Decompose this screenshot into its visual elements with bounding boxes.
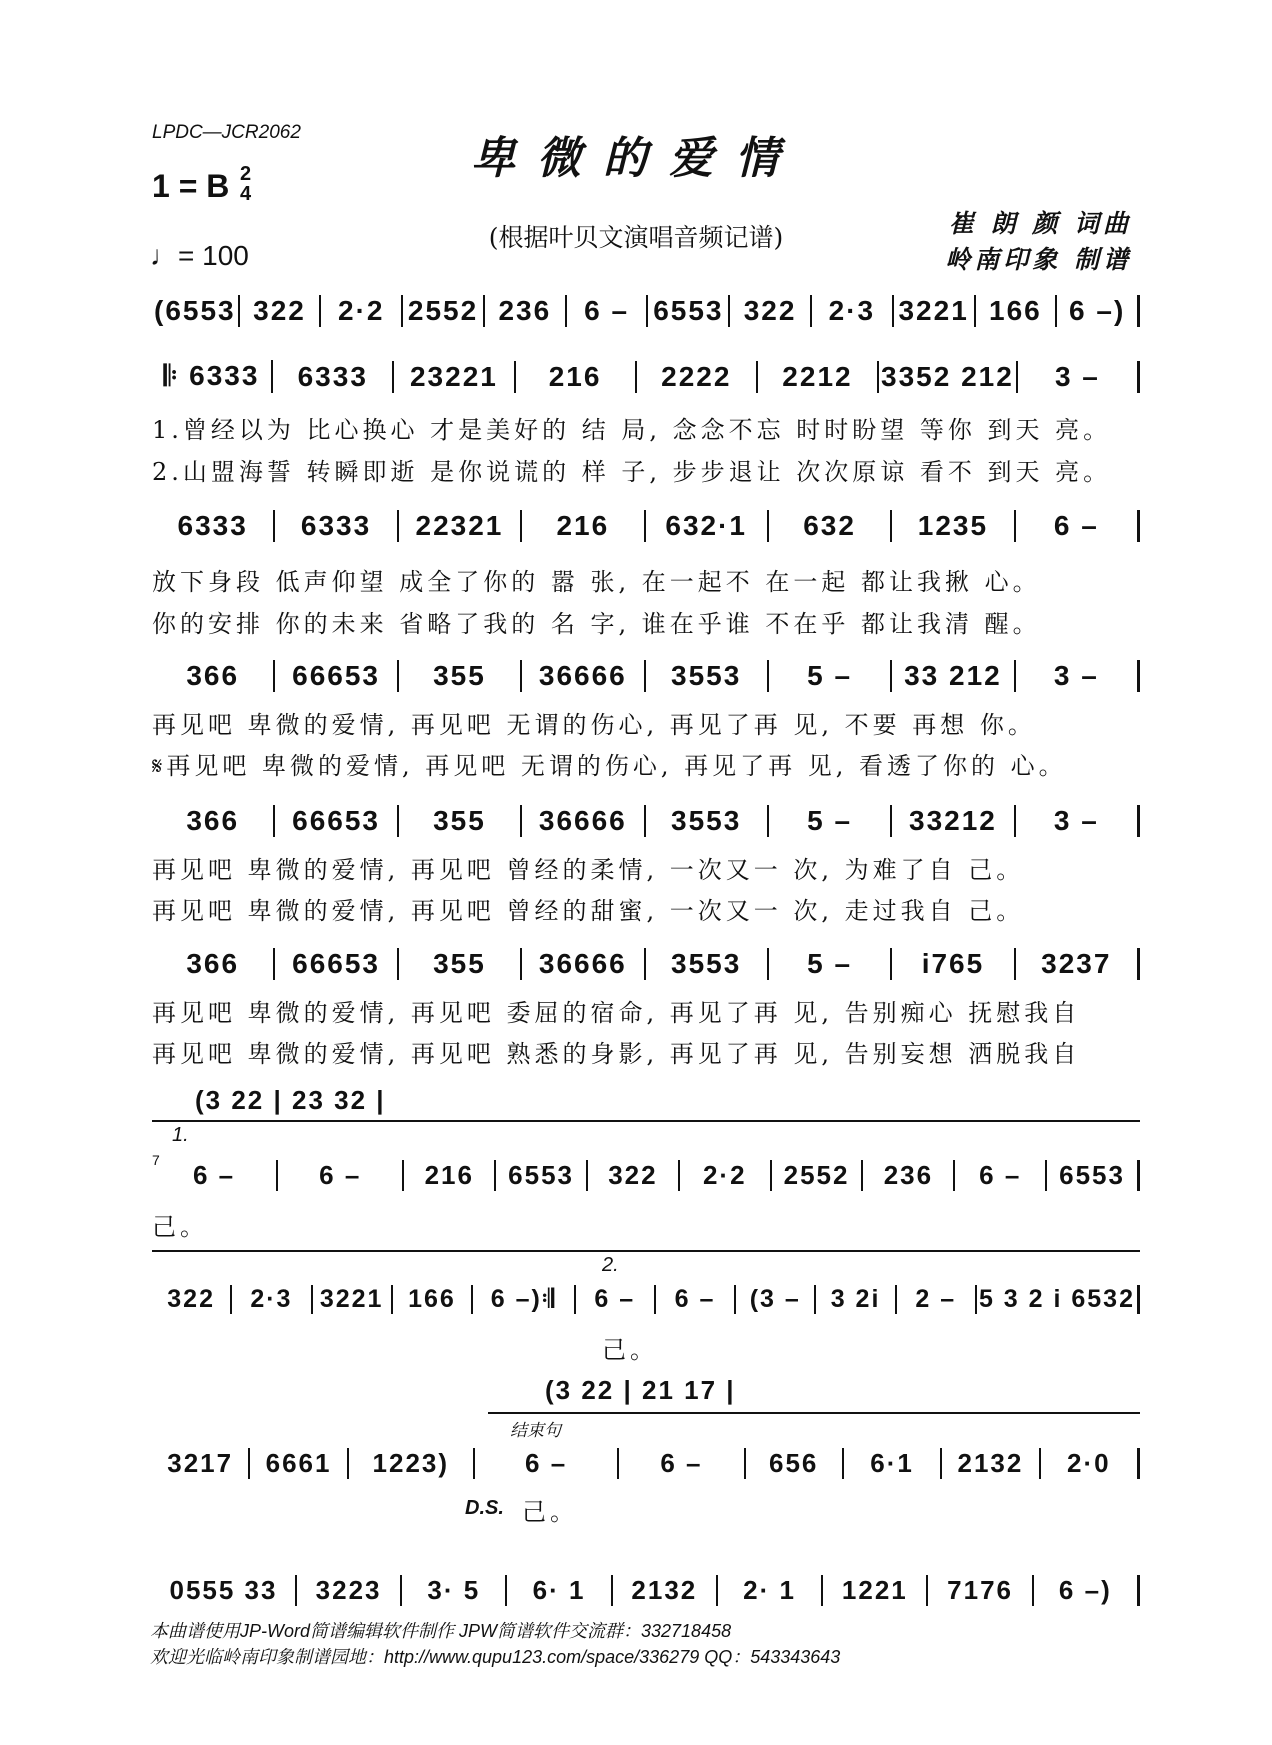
measure: 2552 (772, 1160, 864, 1191)
measure: 3237 (1016, 948, 1140, 980)
measure: 6 – (278, 1160, 404, 1191)
score-row-2 (152, 510, 1140, 542)
measure: 322 (730, 295, 812, 327)
credit-score: 岭南印象 制谱 (945, 245, 1132, 274)
measure: 6553 (648, 295, 730, 327)
score-row-3 (152, 660, 1140, 692)
measure: 6553 (496, 1160, 588, 1191)
volta-bracket (152, 1120, 1140, 1122)
measure: 3 – (1016, 805, 1140, 837)
measure: 3217 (152, 1448, 250, 1479)
volta-bracket (152, 1250, 582, 1252)
measure: 366 (152, 948, 275, 980)
measure: 632·1 (646, 510, 769, 542)
ds-mark: D.S. (465, 1497, 504, 1519)
measure: 366 (152, 660, 275, 692)
measure: 36666 (522, 805, 645, 837)
measure: 322 (152, 1285, 232, 1314)
measure: 3· 5 (402, 1575, 507, 1606)
measure: 66653 (275, 660, 398, 692)
measure: 6661 (250, 1448, 348, 1479)
measure: 6553 (1047, 1160, 1140, 1191)
measure: 656 (746, 1448, 844, 1479)
measure: 3 2i (816, 1285, 896, 1314)
score-code: LPDC—JCR2062 (152, 122, 301, 143)
measure: 3223 (297, 1575, 402, 1606)
measure: 2552 (403, 295, 485, 327)
measure: 5 – (769, 948, 892, 980)
score-row-4 (152, 805, 1140, 837)
measure: 322 (240, 295, 322, 327)
volta-2-label: 2. (602, 1254, 619, 1276)
score-row-5 (152, 948, 1140, 980)
measure: 5 – (769, 660, 892, 692)
measure: 322 (588, 1160, 680, 1191)
lyric-line: 再见吧 卑微的爱情, 再见吧 曾经的甜蜜, 一次又一 次, 走过我自 己。 (152, 897, 1025, 925)
measure: 6 – (567, 295, 649, 327)
measure: 1221 (823, 1575, 928, 1606)
measure: 2·2 (680, 1160, 772, 1191)
tempo-mark: ♩= 100 (150, 240, 249, 271)
measure: 0555 33 (152, 1575, 297, 1606)
lyric-line: 再见吧 卑微的爱情, 再见吧 曾经的柔情, 一次又一 次, 为难了自 己。 (152, 856, 1025, 884)
score-row-intro (152, 295, 1140, 327)
footer-line-2: 欢迎光临岭南印象制谱园地：http://www.qupu123.com/space/336279 QQ：543343643 (150, 1647, 841, 1667)
measure: 33 212 (892, 660, 1015, 692)
measure: 6 – (1016, 510, 1140, 542)
lyric-line: 放下身段 低声仰望 成全了你的 嚣 张, 在一起不 在一起 都让我揪 心。 (152, 568, 1041, 596)
measure: 3221 (894, 295, 976, 327)
measure: 33212 (892, 805, 1015, 837)
lyric-line: 1.曾经以为 比心换心 才是美好的 结 局, 念念不忘 时时盼望 等你 到天 亮。 (152, 416, 1112, 444)
measure: 66653 (275, 805, 398, 837)
measure: 2·3 (232, 1285, 312, 1314)
measure: 6 – (619, 1448, 745, 1479)
measure: 236 (863, 1160, 955, 1191)
grace-note: 7 (152, 1152, 160, 1168)
measure: 166 (393, 1285, 473, 1314)
measure: 166 (976, 295, 1058, 327)
lyric-line: 你的安排 你的未来 省略了我的 名 字, 谁在乎谁 不在乎 都让我清 醒。 (152, 610, 1041, 638)
coda-bracket (488, 1412, 1140, 1414)
measure: 6· 1 (507, 1575, 612, 1606)
measure: 66653 (275, 948, 398, 980)
lyric-line: 再见吧 卑微的爱情, 再见吧 无谓的伤心, 再见了再 见, 不要 再想 你。 (152, 711, 1036, 739)
lyric-ending: 己。 (602, 1336, 658, 1364)
score-row-1 (152, 360, 1140, 393)
lyric-line: 2.山盟海誓 转瞬即逝 是你说谎的 样 子, 步步退让 次次原谅 看不 到天 亮。 (152, 458, 1112, 486)
measure: 2222 (637, 361, 758, 393)
measure: 366 (152, 805, 275, 837)
measure: 6 –)𝄇 (473, 1285, 576, 1314)
measure: 6 – (955, 1160, 1047, 1191)
measure: 3553 (646, 805, 769, 837)
credit-lyrics: 崔 朗 颜 词曲 (948, 209, 1132, 238)
time-signature (240, 164, 251, 204)
measure: i765 (892, 948, 1015, 980)
measure: 3553 (646, 948, 769, 980)
measure: 355 (399, 660, 522, 692)
measure: 6 – (656, 1285, 736, 1314)
measure: 23221 (394, 361, 515, 393)
measure: 355 (399, 948, 522, 980)
subtitle: (根据叶贝文演唱音频记谱) (488, 223, 784, 252)
score-row-6 (152, 1160, 1140, 1191)
measure: 6 – (475, 1448, 620, 1479)
coda-label: 结束句 (510, 1421, 561, 1440)
measure: 2 – (897, 1285, 977, 1314)
volta-1-label: 1. (172, 1124, 189, 1146)
score-row-8 (152, 1448, 1140, 1479)
page-title: 卑微的爱情 (471, 133, 801, 184)
measure: 6333 (273, 361, 394, 393)
lyric-line: 再见吧 卑微的爱情, 再见吧 熟悉的身影, 再见了再 见, 告别妄想 洒脱我自 (152, 1040, 1081, 1068)
measure: 632 (769, 510, 892, 542)
measure: 2·2 (321, 295, 403, 327)
lyric-line: 再见吧 卑微的爱情, 再见吧 委屈的宿命, 再见了再 见, 告别痴心 抚慰我自 (152, 999, 1081, 1027)
key-signature: 1 = B (152, 168, 230, 204)
measure: 3352 212 (879, 361, 1018, 393)
measure: 6 – (576, 1285, 656, 1314)
measure: 𝄆 6333 (152, 360, 273, 393)
measure: 3 – (1018, 361, 1140, 393)
measure: 2132 (942, 1448, 1040, 1479)
score-row-7 (152, 1285, 1140, 1314)
measure: 216 (404, 1160, 496, 1191)
measure: 3 – (1016, 660, 1140, 692)
measure: 6 – (152, 1160, 278, 1191)
measure: 2· 1 (718, 1575, 823, 1606)
measure: 355 (399, 805, 522, 837)
measure: 7176 (928, 1575, 1033, 1606)
lyric-ending: 己。 (152, 1213, 208, 1241)
measure: 5 3 2 i 6532 (977, 1285, 1140, 1314)
interlude-measures: (3 22 | 23 32 | (195, 1085, 386, 1115)
measure: 6·1 (844, 1448, 942, 1479)
measure: 3221 (313, 1285, 393, 1314)
measure: 2·0 (1041, 1448, 1140, 1479)
lyric-ending: 己。 (522, 1498, 578, 1526)
measure: 6333 (275, 510, 398, 542)
measure: 5 – (769, 805, 892, 837)
volta-bracket (582, 1250, 1140, 1252)
measure: 2132 (613, 1575, 718, 1606)
measure: 6 –) (1057, 295, 1140, 327)
measure: 6 –) (1034, 1575, 1140, 1606)
measure: 236 (485, 295, 567, 327)
measure: 1235 (892, 510, 1015, 542)
measure: (3 – (736, 1285, 816, 1314)
measure: 22321 (399, 510, 522, 542)
measure: 36666 (522, 948, 645, 980)
measure: 3553 (646, 660, 769, 692)
measure: (6553 (152, 295, 240, 327)
measure: 2·3 (812, 295, 894, 327)
lyric-line: 𝄋再见吧 卑微的爱情, 再见吧 无谓的伤心, 再见了再 见, 看透了你的 心。 (152, 752, 1067, 780)
measure: 216 (516, 361, 637, 393)
measure: 1223) (349, 1448, 475, 1479)
footer-line-1: 本曲谱使用JP-Word简谱编辑软件制作 JPW简谱软件交流群：332718458 (150, 1621, 732, 1641)
interlude-measures: (3 22 | 21 17 | (545, 1375, 736, 1405)
measure: 2212 (758, 361, 879, 393)
score-row-9 (152, 1575, 1140, 1606)
measure: 6333 (152, 510, 275, 542)
measure: 36666 (522, 660, 645, 692)
time-bottom: 4 (240, 183, 252, 205)
time-top: 2 (240, 163, 252, 185)
measure: 216 (522, 510, 645, 542)
